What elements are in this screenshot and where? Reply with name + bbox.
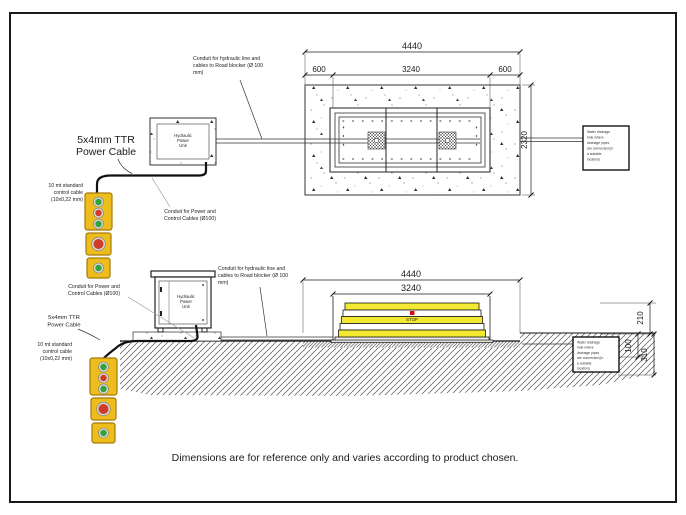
label-line: cables to Road blocker (Ø 100 bbox=[193, 63, 264, 69]
label-line: Conduit for hydraulic line and bbox=[193, 56, 261, 62]
blocker-baseplate bbox=[331, 340, 493, 343]
green-button bbox=[95, 221, 101, 227]
conduit-hydraulic-label-side bbox=[218, 266, 288, 336]
blocker-frame-plan bbox=[330, 108, 490, 172]
drain-note-line: Water drainage bbox=[587, 130, 611, 134]
drain-note-line: location) bbox=[587, 157, 600, 162]
hpu-screw bbox=[202, 319, 204, 321]
label-line: 5x4mm TTR bbox=[48, 315, 80, 321]
hpu-label-line: Unit bbox=[182, 304, 190, 309]
label-line: Conduit for hydraulic line and bbox=[218, 266, 286, 272]
green-button bbox=[100, 430, 106, 436]
hpu-label-line: Power bbox=[180, 299, 192, 304]
drain-note-line: a suitable bbox=[577, 361, 592, 366]
red-button bbox=[95, 210, 101, 216]
dim-4440-side: 4440 bbox=[400, 269, 422, 279]
label-line: 10 mt standard bbox=[37, 342, 72, 348]
drain-note-line: hole where bbox=[587, 135, 604, 140]
drain-note-line: are connected (in bbox=[577, 356, 604, 361]
dimension-overall-top bbox=[303, 41, 523, 86]
hpu-hinge bbox=[160, 311, 162, 316]
earth-hatch-left bbox=[120, 341, 520, 396]
label-line: Conduit for Power and bbox=[68, 284, 120, 290]
hpu-leg bbox=[202, 328, 207, 332]
label-line: Control Cables (Ø100) bbox=[68, 291, 120, 297]
label-line: (10x0,22 mm) bbox=[51, 197, 83, 203]
stop-text: STOP bbox=[406, 317, 418, 322]
drain-note-line: are connected (in bbox=[587, 146, 614, 151]
dim-600-right: 600 bbox=[498, 65, 512, 74]
blocker-stripe bbox=[340, 324, 484, 331]
label-line: (10x0,22 mm) bbox=[40, 356, 72, 362]
control-cable-label-top bbox=[48, 183, 83, 203]
green-button bbox=[95, 265, 101, 271]
hpu-hinge bbox=[160, 287, 162, 292]
hpu-cap bbox=[151, 271, 215, 277]
drain-note-line: Water drainage bbox=[577, 340, 601, 345]
drain-note-line: a suitable bbox=[587, 152, 602, 156]
dim-3240-top: 3240 bbox=[402, 65, 420, 74]
hpu-concrete-pad bbox=[133, 332, 221, 341]
label-line: Conduit for Power and bbox=[164, 209, 216, 215]
power-cable-label-side bbox=[47, 315, 100, 340]
hpu-screw bbox=[202, 284, 204, 286]
control-station-side bbox=[90, 358, 117, 443]
blocker-stripe bbox=[345, 303, 479, 310]
stop-sign-mark bbox=[410, 311, 415, 315]
cylinder-pad-left bbox=[368, 132, 385, 149]
hpu-plan bbox=[150, 118, 216, 165]
side-view bbox=[37, 266, 656, 443]
red-button bbox=[100, 375, 106, 381]
control-cable-label-side bbox=[37, 342, 72, 362]
drain-note-line: drainage pipes bbox=[587, 141, 610, 145]
conduit-power-label-top bbox=[152, 178, 216, 222]
label-line: Power Cable bbox=[75, 146, 137, 158]
hpu-label-line: Hydraulic bbox=[174, 133, 192, 138]
drain-note-line: location) bbox=[577, 366, 590, 371]
emergency-stop-button bbox=[99, 404, 109, 414]
dim-310: 310 bbox=[640, 348, 649, 362]
hpu-leg bbox=[158, 328, 163, 332]
hpu-cabinet-side bbox=[133, 271, 221, 341]
green-button bbox=[100, 386, 106, 392]
hpu-label-line: Power bbox=[177, 138, 189, 143]
green-button bbox=[95, 199, 101, 205]
power-cable-label-top bbox=[76, 134, 136, 174]
drain-note-box-side bbox=[573, 337, 619, 372]
label-line: 5x4mm TTR bbox=[77, 134, 135, 146]
label-line: Power Cable bbox=[47, 322, 81, 329]
dim-4440-top: 4440 bbox=[401, 41, 423, 51]
dim-100: 100 bbox=[624, 339, 633, 353]
control-station-top bbox=[85, 193, 112, 278]
emergency-stop-button bbox=[94, 239, 104, 249]
drain-note-line: hole where bbox=[577, 345, 594, 350]
dim-600-left: 600 bbox=[312, 65, 326, 74]
hpu-label-line: Hydraulic bbox=[177, 294, 195, 299]
label-line: 10 mt standard bbox=[48, 183, 83, 189]
drain-note-box-top bbox=[583, 126, 629, 170]
hpu-label-line: Unit bbox=[179, 143, 187, 148]
dimension-depth-top bbox=[520, 83, 535, 198]
label-line: mm) bbox=[193, 70, 204, 76]
label-line: mm) bbox=[218, 280, 229, 286]
drain-note-line: drainage pipes bbox=[577, 350, 600, 355]
dim-2320: 2320 bbox=[520, 131, 529, 149]
label-line: cables to Road blocker (Ø 100 bbox=[218, 273, 289, 279]
blocker-stripe bbox=[339, 330, 486, 337]
cylinder-pad-right bbox=[439, 132, 456, 149]
dim-210: 210 bbox=[636, 311, 645, 325]
label-line: control cable bbox=[42, 349, 72, 355]
road-blocker-side bbox=[331, 303, 493, 343]
power-cable-run-top bbox=[97, 162, 206, 193]
footer-note: Dimensions are for reference only and varies according to product chosen. bbox=[171, 452, 519, 464]
green-button bbox=[100, 364, 106, 370]
label-line: Control Cables (Ø100) bbox=[164, 216, 216, 222]
label-line: control cable bbox=[53, 190, 83, 196]
dim-3240-side: 3240 bbox=[400, 283, 422, 293]
top-view bbox=[48, 41, 629, 278]
